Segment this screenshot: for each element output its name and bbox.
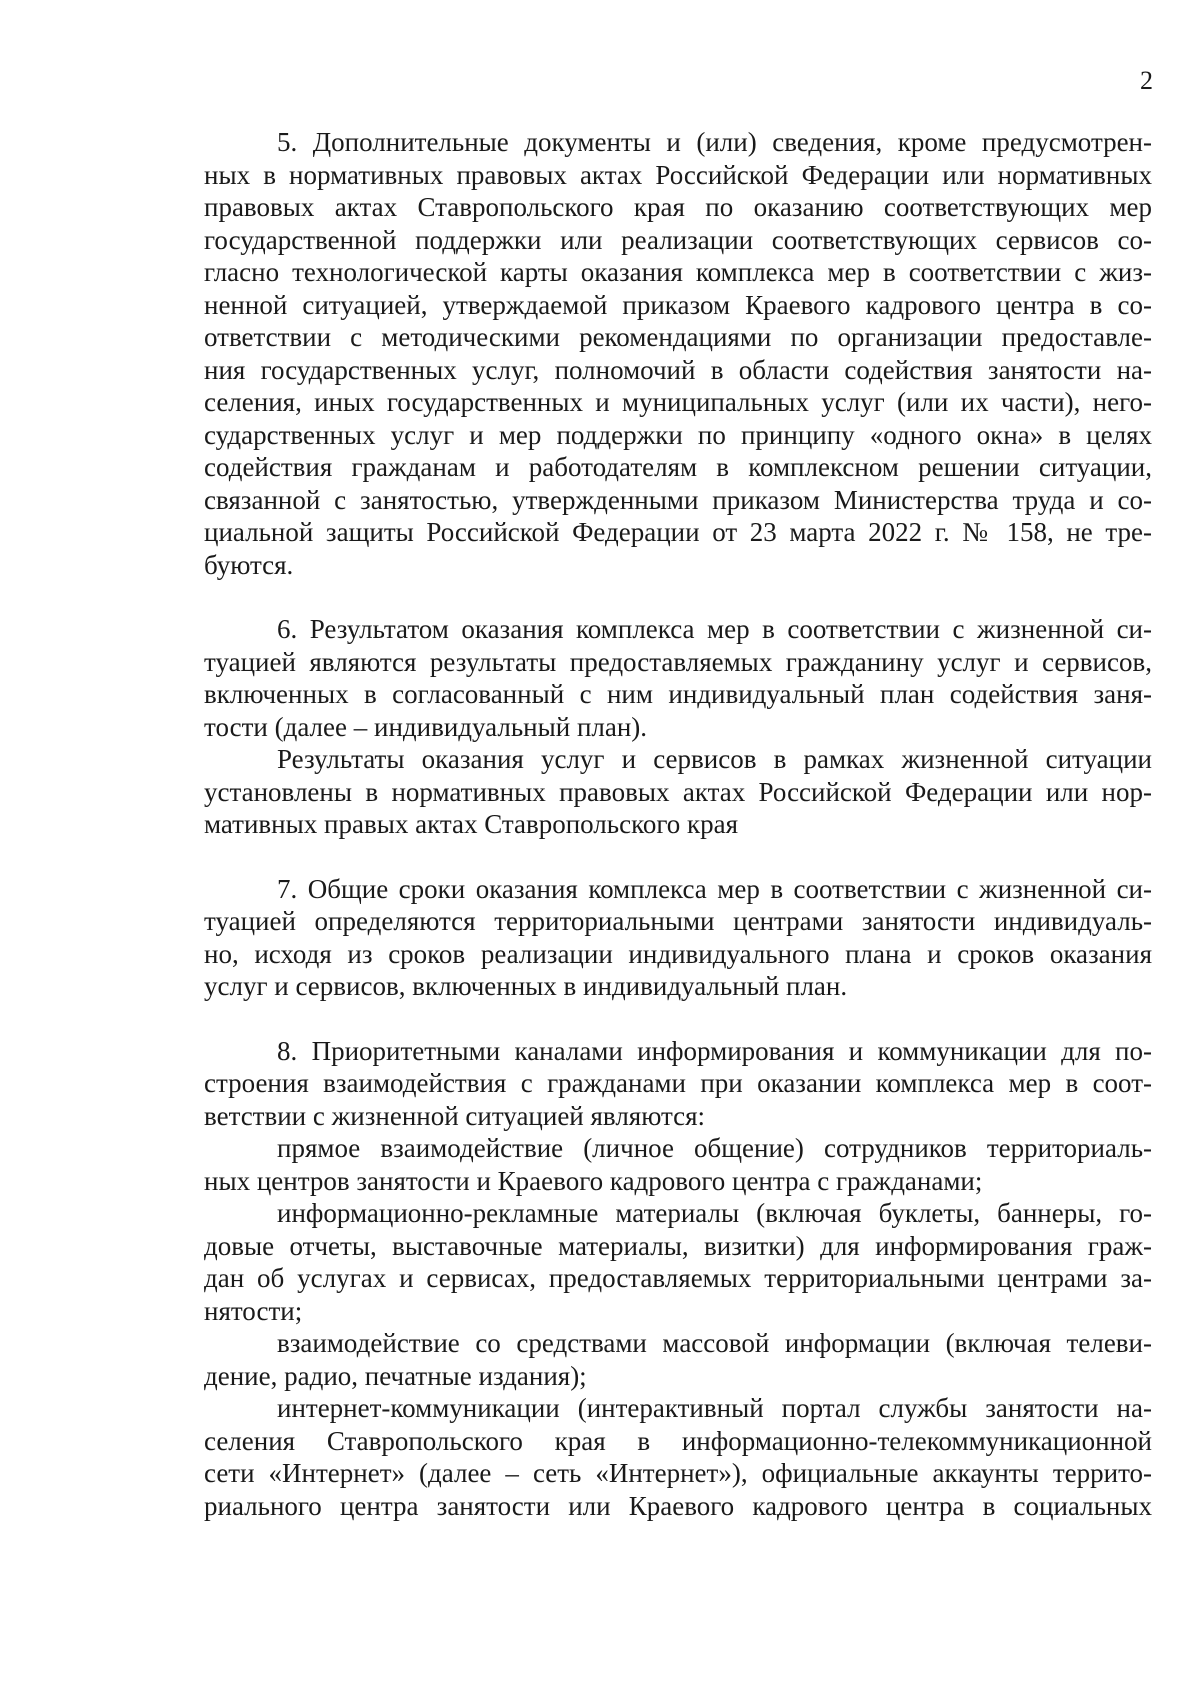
text-line: дан об услугах и сервисах, предоставляемых территориальными центрами за- bbox=[204, 1263, 1152, 1293]
text-line: селения, иных государственных и муниципальных услуг (или их части), него- bbox=[204, 387, 1152, 417]
text-line: ния государственных услуг, полномочий в области содействия занятости на- bbox=[204, 354, 1152, 385]
text-line: 5. Дополнительные документы и (или) сведения, кроме предусмотрен- bbox=[277, 127, 1152, 157]
text-line: строения взаимодействия с гражданами при оказании комплекса мер в соот- bbox=[204, 1068, 1152, 1098]
list-item-promo-materials bbox=[204, 1197, 1152, 1327]
paragraph-spacer bbox=[204, 841, 1152, 873]
text-line: 7. Общие сроки оказания комплекса мер в соответствии с жизненной си- bbox=[277, 873, 1152, 904]
text-line: туацией определяются территориальными центрами занятости индивидуаль- bbox=[204, 906, 1152, 936]
document-body bbox=[204, 126, 1152, 1522]
paragraph-6-results bbox=[204, 743, 1152, 841]
text-line: ветствии с жизненной ситуацией являются: bbox=[204, 1100, 706, 1131]
paragraph-7 bbox=[204, 873, 1152, 1003]
text-line: 6. Результатом оказания комплекса мер в соответствии с жизненной си- bbox=[277, 614, 1152, 644]
paragraph-5 bbox=[204, 126, 1152, 581]
paragraph-8 bbox=[204, 1035, 1152, 1133]
text-line: государственной поддержки или реализации соответствующих сервисов со- bbox=[204, 224, 1152, 255]
text-line: буются. bbox=[204, 549, 294, 580]
text-line: гласно технологической карты оказания комплекса мер в соответствии с жиз- bbox=[204, 257, 1152, 287]
text-line: включенных в согласованный с ним индивидуальный план содействия заня- bbox=[204, 679, 1152, 709]
text-line: дение, радио, печатные издания); bbox=[204, 1360, 587, 1391]
text-line: информационно-рекламные материалы (включая буклеты, баннеры, го- bbox=[277, 1198, 1152, 1228]
text-line: туацией являются результаты предоставляемых гражданину услуг и сервисов, bbox=[204, 646, 1152, 677]
text-line: нятости; bbox=[204, 1295, 303, 1326]
text-line: мативных правых актах Ставропольского края bbox=[204, 809, 739, 839]
text-line: услуг и сервисов, включенных в индивидуальный план. bbox=[204, 971, 848, 1001]
paragraph-6 bbox=[204, 613, 1152, 743]
text-line: ных в нормативных правовых актах Российской Федерации или нормативных bbox=[204, 159, 1152, 190]
list-item-direct-interaction bbox=[204, 1132, 1152, 1197]
text-line: селения Ставропольского края в информационно-телекоммуникационной bbox=[204, 1425, 1152, 1456]
text-line: довые отчеты, выставочные материалы, визитки) для информирования граж- bbox=[204, 1230, 1152, 1261]
text-line: риального центра занятости или Краевого кадрового центра в социальных bbox=[204, 1490, 1152, 1521]
text-line: циальной защиты Российской Федерации от 23 марта 2022 г. № 158, не тре- bbox=[204, 517, 1152, 547]
text-line: ответствии с методическими рекомендациями по организации предоставле- bbox=[204, 322, 1152, 352]
text-line: 8. Приоритетными каналами информирования и коммуникации для по- bbox=[277, 1035, 1152, 1066]
paragraph-spacer bbox=[204, 1003, 1152, 1035]
text-line: интернет-коммуникации (интерактивный портал службы занятости на- bbox=[277, 1393, 1152, 1423]
paragraph-spacer bbox=[204, 581, 1152, 613]
text-line: взаимодействие со средствами массовой информации (включая телеви- bbox=[277, 1328, 1152, 1358]
text-line: правовых актах Ставропольского края по оказанию соответствующих мер bbox=[204, 192, 1152, 222]
text-line: прямое взаимодействие (личное общение) сотрудников территориаль- bbox=[277, 1133, 1152, 1163]
text-line: установлены в нормативных правовых актах Российской Федерации или нор- bbox=[204, 776, 1152, 807]
list-item-internet bbox=[204, 1392, 1152, 1522]
text-line: ных центров занятости и Краевого кадрового центра с гражданами; bbox=[204, 1165, 983, 1196]
text-line: Результаты оказания услуг и сервисов в рамках жизненной ситуации bbox=[277, 744, 1152, 774]
list-item-mass-media bbox=[204, 1327, 1152, 1392]
text-line: связанной с занятостью, утвержденными приказом Министерства труда и со- bbox=[204, 484, 1152, 515]
text-line: ненной ситуацией, утверждаемой приказом Краевого кадрового центра в со- bbox=[204, 289, 1152, 320]
text-line: сети «Интернет» (далее – сеть «Интернет»), официальные аккаунты террито- bbox=[204, 1458, 1152, 1488]
text-line: содействия гражданам и работодателям в комплексном решении ситуации, bbox=[204, 452, 1152, 482]
text-line: тости (далее – индивидуальный план). bbox=[204, 711, 648, 742]
text-line: сударственных услуг и мер поддержки по принципу «одного окна» в целях bbox=[204, 419, 1152, 450]
page-number: 2 bbox=[1140, 66, 1153, 95]
text-line: но, исходя из сроков реализации индивидуального плана и сроков оказания bbox=[204, 938, 1152, 969]
